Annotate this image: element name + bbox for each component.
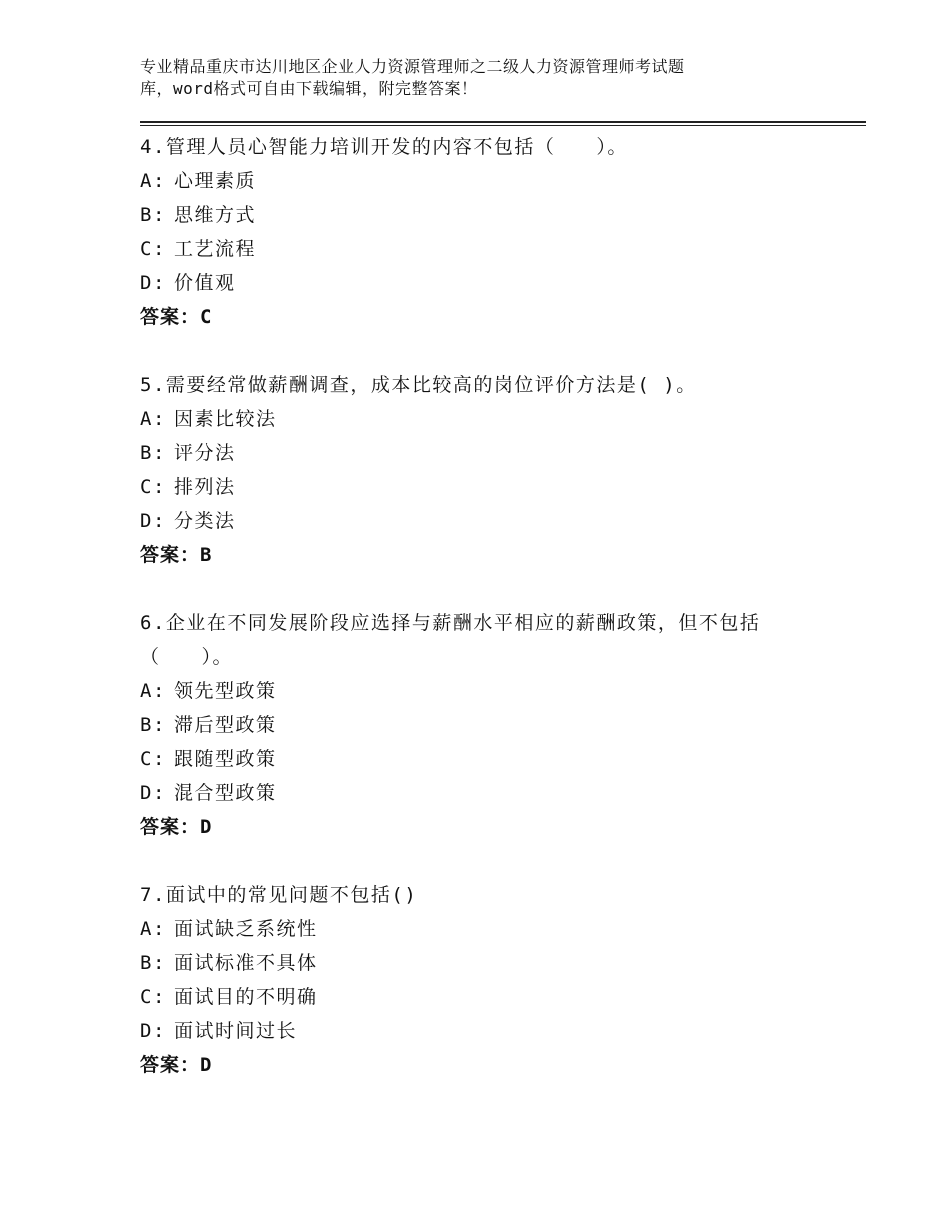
header-title-line-1: 专业精品重庆市达川地区企业人力资源管理师之二级人力资源管理师考试题 <box>140 57 685 76</box>
option-b <box>140 436 866 470</box>
option-letter: C: <box>140 748 166 770</box>
answer-label: 答案：C <box>140 306 213 328</box>
header-divider-thick <box>140 121 866 123</box>
header-divider-thin <box>140 125 866 126</box>
option-letter: D: <box>140 510 166 532</box>
question-text: 6.企业在不同发展阶段应选择与薪酬水平相应的薪酬政策，但不包括（ ）。 <box>140 612 761 668</box>
option-text: 因素比较法 <box>174 408 277 430</box>
option-c <box>140 470 866 504</box>
option-text: 面试目的不明确 <box>174 986 318 1008</box>
question-4 <box>140 130 866 334</box>
option-d <box>140 266 866 300</box>
question-5 <box>140 368 866 572</box>
question-text: 4.管理人员心智能力培训开发的内容不包括（ ）。 <box>140 136 628 158</box>
question-6 <box>140 606 866 844</box>
option-text: 思维方式 <box>174 204 257 226</box>
option-a <box>140 674 866 708</box>
option-a <box>140 402 866 436</box>
option-text: 面试缺乏系统性 <box>174 918 318 940</box>
question-list <box>140 130 866 1116</box>
option-b <box>140 946 866 980</box>
question-text: 5.需要经常做薪酬调查，成本比较高的岗位评价方法是( )。 <box>140 374 697 396</box>
option-text: 跟随型政策 <box>174 748 277 770</box>
option-c <box>140 980 866 1014</box>
option-text: 排列法 <box>174 476 236 498</box>
answer-label: 答案：D <box>140 816 213 838</box>
option-d <box>140 1014 866 1048</box>
option-text: 评分法 <box>174 442 236 464</box>
option-letter: B: <box>140 952 166 974</box>
question-text: 7.面试中的常见问题不包括() <box>140 884 418 906</box>
question-7 <box>140 878 866 1082</box>
option-letter: D: <box>140 782 166 804</box>
option-letter: D: <box>140 272 166 294</box>
option-a <box>140 912 866 946</box>
option-text: 面试时间过长 <box>174 1020 298 1042</box>
document-header <box>140 56 780 100</box>
header-title-line-2: 库，word格式可自由下载编辑，附完整答案！ <box>140 79 478 98</box>
answer-label: 答案：D <box>140 1054 213 1076</box>
option-text: 混合型政策 <box>174 782 277 804</box>
option-text: 心理素质 <box>174 170 257 192</box>
option-letter: C: <box>140 238 166 260</box>
option-letter: A: <box>140 170 166 192</box>
option-text: 领先型政策 <box>174 680 277 702</box>
option-b <box>140 708 866 742</box>
option-d <box>140 504 866 538</box>
option-letter: B: <box>140 204 166 226</box>
option-letter: B: <box>140 442 166 464</box>
option-a <box>140 164 866 198</box>
option-text: 工艺流程 <box>174 238 257 260</box>
option-d <box>140 776 866 810</box>
option-letter: A: <box>140 408 166 430</box>
option-letter: A: <box>140 680 166 702</box>
option-c <box>140 232 866 266</box>
option-letter: D: <box>140 1020 166 1042</box>
option-letter: C: <box>140 986 166 1008</box>
option-letter: B: <box>140 714 166 736</box>
answer-label: 答案：B <box>140 544 213 566</box>
option-text: 价值观 <box>174 272 236 294</box>
option-text: 滞后型政策 <box>174 714 277 736</box>
option-b <box>140 198 866 232</box>
option-text: 分类法 <box>174 510 236 532</box>
option-letter: C: <box>140 476 166 498</box>
option-text: 面试标准不具体 <box>174 952 318 974</box>
option-c <box>140 742 866 776</box>
option-letter: A: <box>140 918 166 940</box>
